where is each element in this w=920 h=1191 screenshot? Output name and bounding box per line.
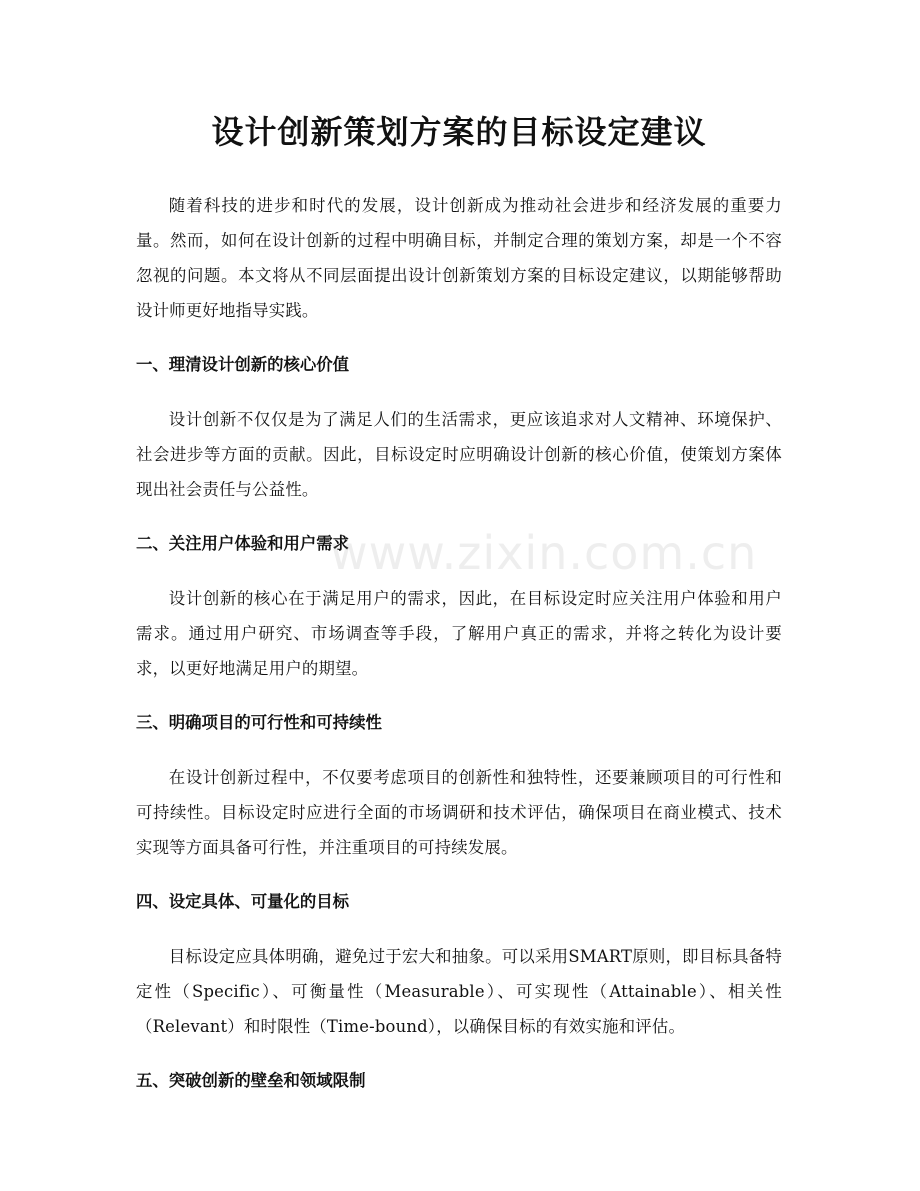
section-heading-4: 四、设定具体、可量化的目标 [136,892,350,911]
watermark-text: www.zixin.com.cn [330,526,758,580]
section-heading-3: 三、明确项目的可行性和可持续性 [136,713,382,732]
section-body-2: 设计创新的核心在于满足用户的需求，因此，在目标设定时应关注用户体验和用户需求。通过用户研究、市场调查等手段，了解用户真正的需求，并将之转化为设计要求，以更好地满足用户的期望。 [136,589,782,678]
section-heading-5: 五、突破创新的壁垒和领域限制 [136,1071,366,1090]
document-title: 设计创新策划方案的目标设定建议 [211,113,707,151]
section-body-4: 目标设定应具体明确，避免过于宏大和抽象。可以采用SMART原则，即目标具备特定性（Specific）、可衡量性（Measurable）、可实现性（Attainable）、相关性（Relevant）和时限性（Time-bound），以确保目标的有效实施和评估。 [136,947,782,1036]
section-heading-2: 二、关注用户体验和用户需求 [136,534,350,553]
section-heading-1: 一、理清设计创新的核心价值 [136,355,350,374]
intro-paragraph: 随着科技的进步和时代的发展，设计创新成为推动社会进步和经济发展的重要力量。然而，如何在设计创新的过程中明确目标，并制定合理的策划方案，却是一个不容忽视的问题。本文将从不同层面提出设计创新策划方案的目标设定建议，以期能够帮助设计师更好地指导实践。 [136,196,782,320]
section-body-1: 设计创新不仅仅是为了满足人们的生活需求，更应该追求对人文精神、环境保护、社会进步等方面的贡献。因此，目标设定时应明确设计创新的核心价值，使策划方案体现出社会责任与公益性。 [136,410,782,499]
section-body-3: 在设计创新过程中，不仅要考虑项目的创新性和独特性，还要兼顾项目的可行性和可持续性。目标设定时应进行全面的市场调研和技术评估，确保项目在商业模式、技术实现等方面具备可行性，并注重项目的可持续发展。 [136,768,782,857]
